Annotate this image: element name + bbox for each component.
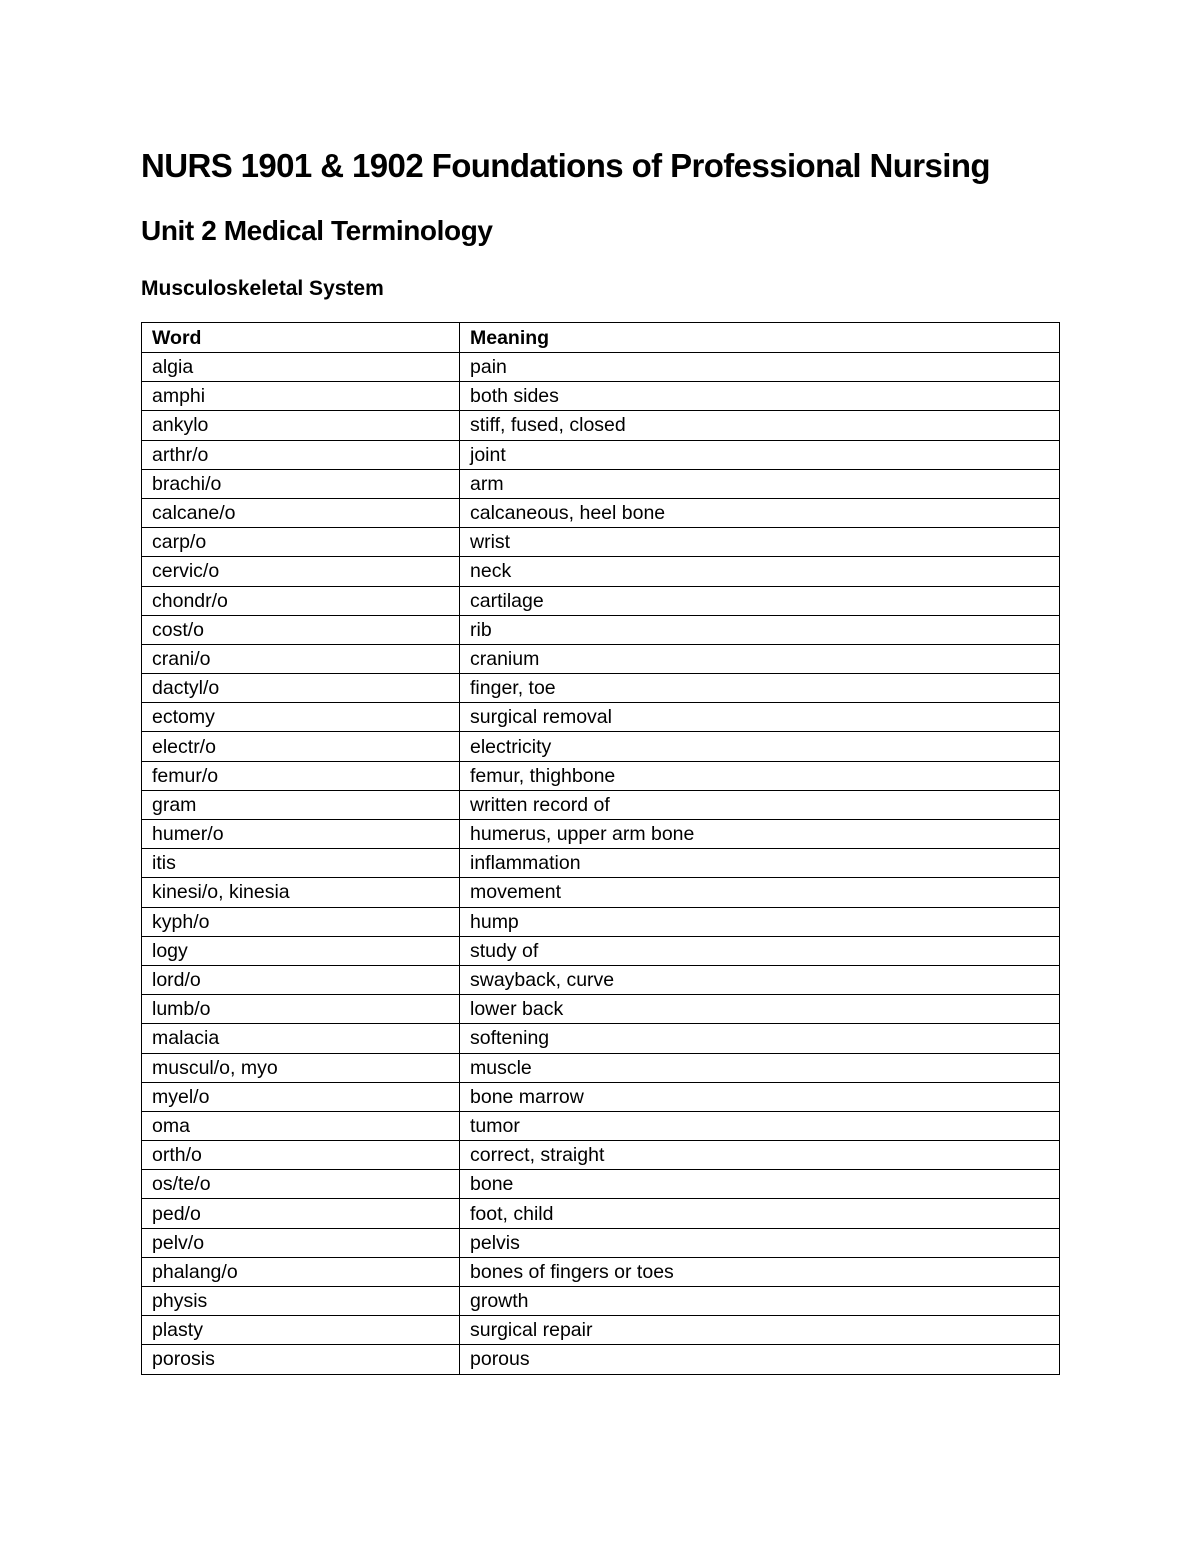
term-word: dactyl/o: [142, 674, 460, 703]
term-meaning: muscle: [460, 1053, 1060, 1082]
column-header-word: Word: [142, 323, 460, 353]
table-row: [142, 644, 1060, 673]
term-meaning: lower back: [460, 995, 1060, 1024]
term-word: itis: [142, 849, 460, 878]
term-meaning: correct, straight: [460, 1141, 1060, 1170]
term-meaning: femur, thighbone: [460, 761, 1060, 790]
term-meaning: humerus, upper arm bone: [460, 820, 1060, 849]
table-row: [142, 761, 1060, 790]
table-row: [142, 411, 1060, 440]
term-meaning: finger, toe: [460, 674, 1060, 703]
term-word: electr/o: [142, 732, 460, 761]
table-row: [142, 498, 1060, 527]
term-word: crani/o: [142, 644, 460, 673]
table-row: [142, 382, 1060, 411]
term-meaning: swayback, curve: [460, 965, 1060, 994]
term-meaning: written record of: [460, 790, 1060, 819]
term-word: ankylo: [142, 411, 460, 440]
term-meaning: arm: [460, 469, 1060, 498]
term-word: gram: [142, 790, 460, 819]
term-meaning: hump: [460, 907, 1060, 936]
term-word: brachi/o: [142, 469, 460, 498]
term-word: physis: [142, 1287, 460, 1316]
term-word: orth/o: [142, 1141, 460, 1170]
term-meaning: rib: [460, 615, 1060, 644]
term-meaning: wrist: [460, 528, 1060, 557]
term-word: muscul/o, myo: [142, 1053, 460, 1082]
table-row: [142, 557, 1060, 586]
term-word: lumb/o: [142, 995, 460, 1024]
term-word: cost/o: [142, 615, 460, 644]
term-meaning: bones of fingers or toes: [460, 1257, 1060, 1286]
term-meaning: movement: [460, 878, 1060, 907]
table-row: [142, 1316, 1060, 1345]
term-word: carp/o: [142, 528, 460, 557]
table-row: [142, 936, 1060, 965]
term-meaning: cranium: [460, 644, 1060, 673]
table-row: [142, 1082, 1060, 1111]
term-meaning: porous: [460, 1345, 1060, 1374]
term-word: myel/o: [142, 1082, 460, 1111]
table-row: [142, 674, 1060, 703]
term-meaning: surgical removal: [460, 703, 1060, 732]
term-word: pelv/o: [142, 1228, 460, 1257]
table-row: [142, 790, 1060, 819]
table-row: [142, 995, 1060, 1024]
term-meaning: tumor: [460, 1111, 1060, 1140]
section-heading: Musculoskeletal System: [141, 277, 384, 300]
table-header-row: [142, 323, 1060, 353]
table-row: [142, 1170, 1060, 1199]
table-row: [142, 1024, 1060, 1053]
term-meaning: study of: [460, 936, 1060, 965]
table-row: [142, 849, 1060, 878]
terminology-table: [141, 322, 1060, 1375]
term-word: chondr/o: [142, 586, 460, 615]
table-row: [142, 1111, 1060, 1140]
table-row: [142, 1228, 1060, 1257]
term-word: ped/o: [142, 1199, 460, 1228]
term-word: porosis: [142, 1345, 460, 1374]
term-meaning: both sides: [460, 382, 1060, 411]
table-row: [142, 878, 1060, 907]
unit-heading: Unit 2 Medical Terminology: [141, 215, 493, 246]
term-word: os/te/o: [142, 1170, 460, 1199]
term-word: cervic/o: [142, 557, 460, 586]
table-row: [142, 1287, 1060, 1316]
term-word: arthr/o: [142, 440, 460, 469]
term-word: kinesi/o, kinesia: [142, 878, 460, 907]
term-meaning: joint: [460, 440, 1060, 469]
term-word: phalang/o: [142, 1257, 460, 1286]
table-row: [142, 965, 1060, 994]
table-row: [142, 1199, 1060, 1228]
term-meaning: surgical repair: [460, 1316, 1060, 1345]
term-meaning: bone: [460, 1170, 1060, 1199]
table-row: [142, 440, 1060, 469]
table-body: [142, 353, 1060, 1375]
table-row: [142, 703, 1060, 732]
term-meaning: foot, child: [460, 1199, 1060, 1228]
term-word: humer/o: [142, 820, 460, 849]
term-word: algia: [142, 353, 460, 382]
term-word: calcane/o: [142, 498, 460, 527]
column-header-meaning: Meaning: [460, 323, 1060, 353]
term-meaning: neck: [460, 557, 1060, 586]
table-row: [142, 1053, 1060, 1082]
table-row: [142, 586, 1060, 615]
term-meaning: electricity: [460, 732, 1060, 761]
table-row: [142, 820, 1060, 849]
table-row: [142, 732, 1060, 761]
term-word: kyph/o: [142, 907, 460, 936]
term-meaning: stiff, fused, closed: [460, 411, 1060, 440]
table-row: [142, 1345, 1060, 1374]
term-meaning: inflammation: [460, 849, 1060, 878]
table-row: [142, 907, 1060, 936]
term-word: amphi: [142, 382, 460, 411]
term-meaning: growth: [460, 1287, 1060, 1316]
term-word: malacia: [142, 1024, 460, 1053]
term-word: femur/o: [142, 761, 460, 790]
term-meaning: bone marrow: [460, 1082, 1060, 1111]
term-meaning: calcaneous, heel bone: [460, 498, 1060, 527]
table-row: [142, 1141, 1060, 1170]
term-meaning: softening: [460, 1024, 1060, 1053]
term-meaning: pelvis: [460, 1228, 1060, 1257]
table-row: [142, 1257, 1060, 1286]
term-word: oma: [142, 1111, 460, 1140]
document-title: NURS 1901 & 1902 Foundations of Professional Nursing: [141, 147, 990, 184]
term-word: lord/o: [142, 965, 460, 994]
table-row: [142, 528, 1060, 557]
table-row: [142, 353, 1060, 382]
term-word: plasty: [142, 1316, 460, 1345]
table-row: [142, 469, 1060, 498]
term-word: ectomy: [142, 703, 460, 732]
term-meaning: cartilage: [460, 586, 1060, 615]
term-word: logy: [142, 936, 460, 965]
table-row: [142, 615, 1060, 644]
term-meaning: pain: [460, 353, 1060, 382]
